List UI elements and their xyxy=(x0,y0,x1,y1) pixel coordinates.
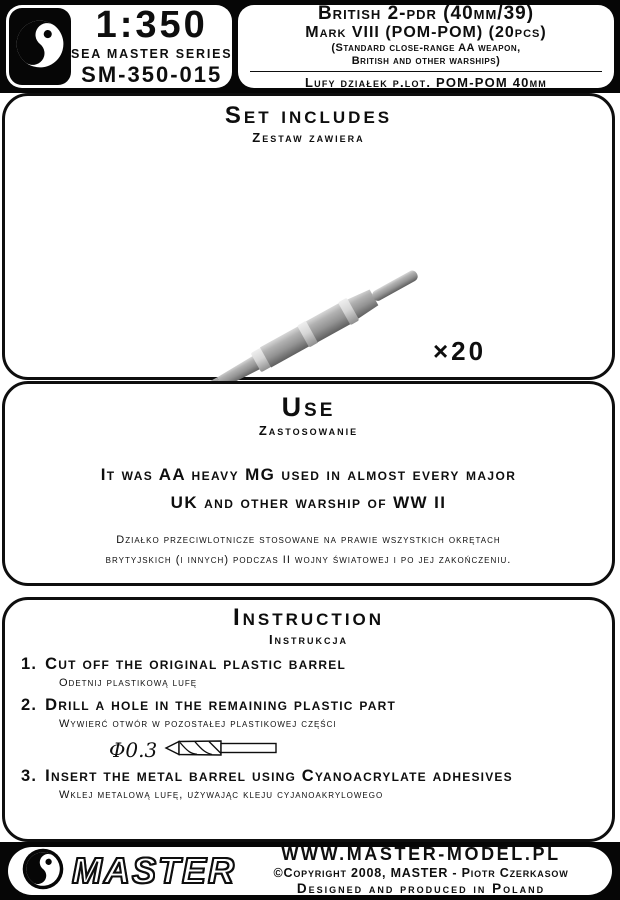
title-divider xyxy=(250,71,602,72)
drill-diameter-label: Φ0.3 xyxy=(109,738,158,763)
step-1-label: Cut off the original plastic barrel xyxy=(45,655,346,674)
website-url: WWW.MASTER-MODEL.PL xyxy=(281,844,561,865)
step-3-label: Insert the metal barrel using Cyanoacrylate adhesives xyxy=(45,767,513,786)
use-subtitle: Zastosowanie xyxy=(258,423,359,439)
instruction-title: Instruction xyxy=(232,604,385,631)
quantity-label: ×20 xyxy=(433,336,487,366)
step-1-text-pl: Odetnij plastikową lufę xyxy=(59,676,198,689)
series-label: SEA MASTER SERIES xyxy=(71,46,232,61)
product-title-polish: Lufy działek p.lot. POM-POM 40mm xyxy=(304,75,547,91)
logo-panel xyxy=(9,8,71,85)
use-description-en-line1: It was AA heavy MG used in almost every major xyxy=(100,464,517,484)
step-2-text-pl: Wywierć otwór w pozostałej plastikowej części xyxy=(59,717,337,730)
drill-bit-icon xyxy=(164,735,279,766)
copyright-line: ©Copyright 2008, MASTER - Piotr Czerkasow xyxy=(273,866,569,881)
step-2-text-en xyxy=(21,696,596,716)
made-in-line: Designed and produced in Poland xyxy=(296,881,546,897)
step-1-number: 1. xyxy=(21,655,38,674)
use-description-pl xyxy=(5,530,612,571)
use-description-en-line2: UK and other warship of WW II xyxy=(170,492,447,512)
product-title-line1: British 2-pdr (40mm/39) xyxy=(317,2,535,24)
use-description-en xyxy=(5,461,612,517)
instruction-subtitle: Instrukcja xyxy=(268,631,349,647)
product-title-line2: Mark VIII (POM-POM) (20pcs) xyxy=(305,24,547,41)
section-set-includes xyxy=(2,93,615,380)
step-3-text-en xyxy=(21,767,596,787)
step-3-text-pl: Wklej metalową lufę, używając kleju cyjanoakrylowego xyxy=(59,788,384,801)
product-subtitle-line1: (Standard close-range AA weapon, xyxy=(331,41,521,54)
use-description-pl-line1: Działko przeciwlotnicze stosowane na prawie wszystkich okrętach xyxy=(116,533,501,546)
step-3-number: 3. xyxy=(21,767,38,786)
section-use xyxy=(2,381,615,586)
step-1-text-en xyxy=(21,655,596,675)
scale-label: 1:350 xyxy=(95,5,208,46)
instruction-step-2 xyxy=(21,696,596,731)
footer-band xyxy=(0,842,620,900)
header-brand-box xyxy=(6,5,232,88)
instruction-step-3 xyxy=(21,767,596,802)
step-2-label: Drill a hole in the remaining plastic part xyxy=(45,696,397,715)
footer-info-block xyxy=(244,844,598,898)
product-subtitle-line2: British and other warships) xyxy=(351,55,501,68)
brand-text-block xyxy=(71,6,232,88)
section-instruction xyxy=(2,597,615,842)
instruction-steps xyxy=(21,655,596,802)
use-title: Use xyxy=(281,392,336,422)
product-title-box xyxy=(238,2,614,91)
brand-wordmark: MASTER xyxy=(72,850,236,891)
drill-diagram xyxy=(109,737,596,763)
header-band xyxy=(0,0,620,93)
step-2-number: 2. xyxy=(21,696,38,715)
master-logo-swirl-icon xyxy=(22,848,64,895)
set-includes-title: Set includes xyxy=(224,102,393,129)
set-includes-subtitle: Zestaw zawiera xyxy=(252,129,365,145)
product-code: SM-350-015 xyxy=(81,61,223,87)
footer-pill xyxy=(8,844,612,897)
instruction-step-1 xyxy=(21,655,596,690)
master-logo-swirl-icon xyxy=(13,10,67,83)
use-description-pl-line2: brytyjskich (i innych) podczas II wojny światowej i po jej zakończeniu. xyxy=(105,554,512,567)
